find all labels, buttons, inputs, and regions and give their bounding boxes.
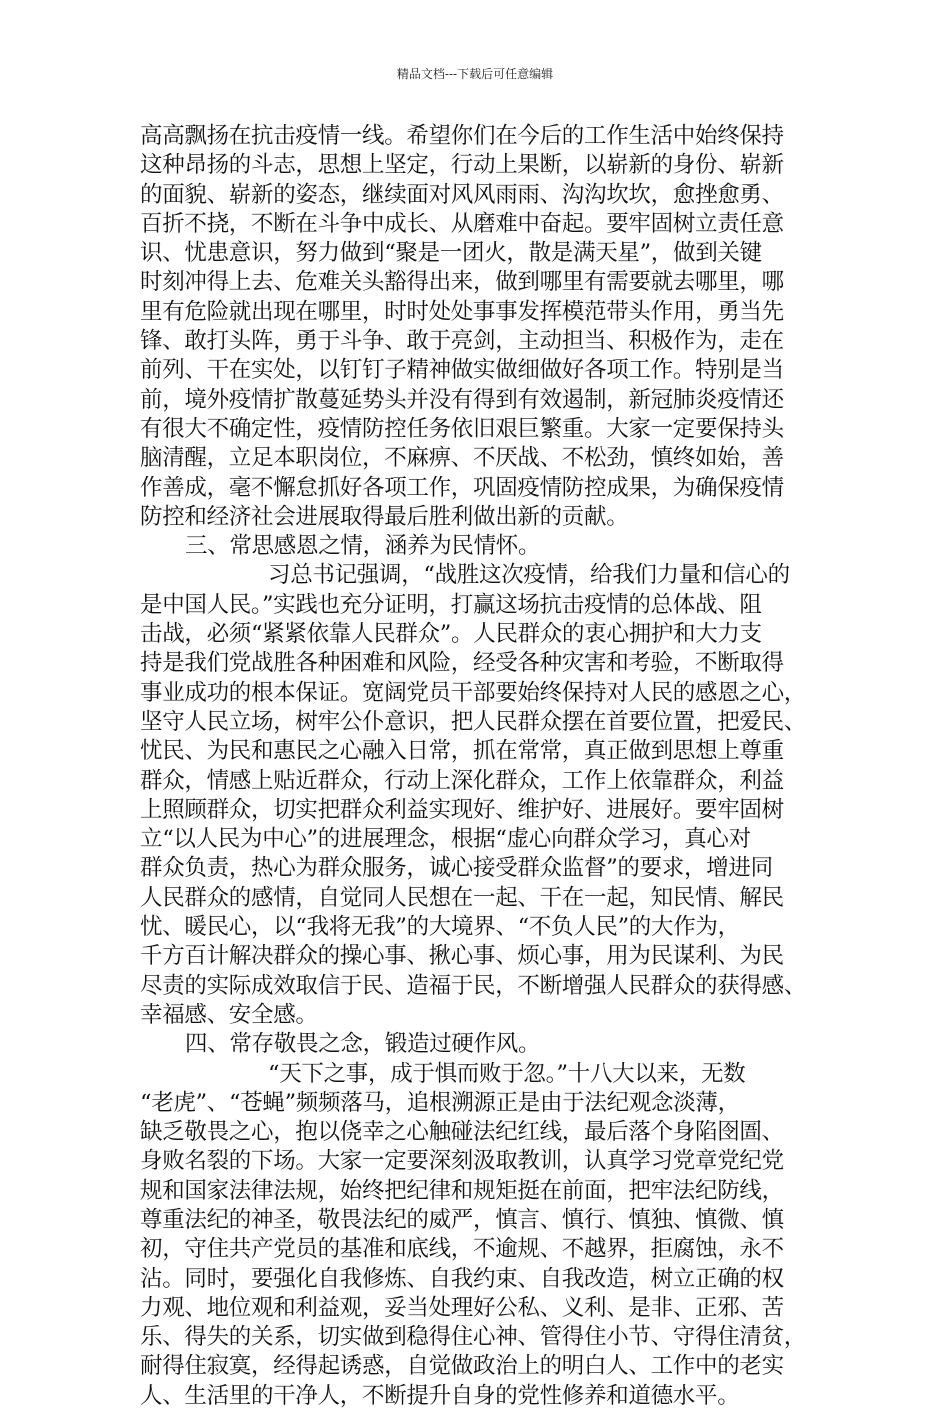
text-line: 前，境外疫情扩散蔓延势头并没有得到有效遏制，新冠肺炎疫情还 xyxy=(140,386,784,413)
text-line: 沾。同时，要强化自我修炼、自我约束、自我改造，树立正确的权 xyxy=(140,1265,784,1292)
text-line: 幸福感、安全感。 xyxy=(140,1001,318,1028)
text-line: 忧民、为民和惠民之心融入日常，抓在常常，真正做到思想上尊重 xyxy=(140,738,784,765)
text-line: “老虎”、“苍蝇”频频落马，追根溯源正是由于法纪观念淡薄， xyxy=(140,1089,740,1116)
text-line: 规和国家法律法规，始终把纪律和规矩挺在前面，把牢法纪防线， xyxy=(140,1177,784,1204)
text-line: 事业成功的根本保证。宽阔党员干部要始终保持对人民的感恩之心， xyxy=(140,679,807,706)
text-line: 尽责的实际成效取信于民、造福于民，不断增强人民群众的获得感、 xyxy=(140,972,807,999)
text-line: 乐、得失的关系，切实做到稳得住心神、管得住小节、守得住清贫， xyxy=(140,1324,807,1351)
text-line: 习总书记强调，“战胜这次疫情，给我们力量和信心的 xyxy=(268,562,790,589)
text-line: 是中国人民。”实践也充分证明，打赢这场抗击疫情的总体战、阻 xyxy=(140,591,762,618)
text-line: 尊重法纪的神圣，敬畏法纪的威严，慎言、慎行、慎独、慎微、慎 xyxy=(140,1206,784,1233)
text-line: 千方百计解决群众的操心事、揪心事、烦心事，用为民谋利、为民 xyxy=(140,943,784,970)
text-line: 立“以人民为中心”的进展理念，根据“虚心向群众学习，真心对 xyxy=(140,826,751,853)
text-line: 脑清醒，立足本职岗位，不麻痹、不厌战、不松劲，慎终如始，善 xyxy=(140,445,784,472)
text-line: 持是我们党战胜各种困难和风险，经受各种灾害和考验，不断取得 xyxy=(140,650,784,677)
page-header: 精品文档---下载后可任意编辑 xyxy=(396,67,554,81)
text-line: 坚守人民立场，树牢公仆意识，把人民群众摆在首要位置，把爱民、 xyxy=(140,708,807,735)
text-line: 的面貌、崭新的姿态，继续面对风风雨雨、沟沟坎坎，愈挫愈勇、 xyxy=(140,181,784,208)
text-line: 锋、敢打头阵，勇于斗争、敢于亮剑，主动担当、积极作为，走在 xyxy=(140,328,784,355)
text-line: 群众，情感上贴近群众，行动上深化群众，工作上依靠群众，利益 xyxy=(140,767,784,794)
text-line: 身败名裂的下场。大家一定要深刻汲取教训，认真学习党章党纪党 xyxy=(140,1148,784,1175)
text-line: 识、忧患意识，努力做到“聚是一团火，散是满天星”，做到关键 xyxy=(140,240,762,267)
text-line: 三、常思感恩之情，涵养为民情怀。 xyxy=(185,533,541,560)
text-line: 上照顾群众，切实把群众利益实现好、维护好、进展好。要牢固树 xyxy=(140,796,784,823)
text-line: 百折不挠，不断在斗争中成长、从磨难中奋起。要牢固树立责任意 xyxy=(140,210,784,237)
text-line: 缺乏敬畏之心，抱以侥幸之心触碰法纪红线，最后落个身陷囹圄、 xyxy=(140,1119,784,1146)
text-line: 群众负责，热心为群众服务，诚心接受群众监督”的要求，增进同 xyxy=(140,855,773,882)
document-body xyxy=(140,122,830,1411)
text-line: 高高飘扬在抗击疫情一线。希望你们在今后的工作生活中始终保持 xyxy=(140,123,784,149)
text-line: 作善成，毫不懈怠抓好各项工作，巩固疫情防控成果，为确保疫情 xyxy=(140,474,784,501)
text-line: 防控和经济社会进展取得最后胜利做出新的贡献。 xyxy=(140,503,629,530)
text-line: “天下之事，成于惧而败于忽。”十八大以来，无数 xyxy=(268,1060,746,1087)
text-line: 前列、干在实处，以钉钉子精神做实做细做好各项工作。特别是当 xyxy=(140,357,784,384)
text-line: 击战，必须“紧紧依靠人民群众”。人民群众的衷心拥护和大力支 xyxy=(140,621,762,648)
text-line: 初，守住共产党员的基准和底线，不逾规、不越界，拒腐蚀，永不 xyxy=(140,1236,784,1263)
text-line: 四、常存敬畏之念，锻造过硬作风。 xyxy=(185,1031,541,1058)
text-line: 力观、地位观和利益观，妥当处理好公私、义利、是非、正邪、苦 xyxy=(140,1294,784,1321)
text-line: 忧、暖民心，以“我将无我”的大境界、“不负人民”的大作为， xyxy=(140,914,740,941)
text-line: 里有危险就出现在哪里，时时处处事事发挥模范带头作用，勇当先 xyxy=(140,298,784,325)
text-line: 人民群众的感情，自觉同人民想在一起、干在一起，知民情、解民 xyxy=(140,884,784,911)
text-line: 时刻冲得上去、危难关头豁得出来，做到哪里有需要就去哪里，哪 xyxy=(140,269,784,296)
text-line: 有很大不确定性，疫情防控任务依旧艰巨繁重。大家一定要保持头 xyxy=(140,415,784,442)
text-line: 这种昂扬的斗志，思想上坚定，行动上果断，以崭新的身份、崭新 xyxy=(140,152,784,179)
text-line: 耐得住寂寞，经得起诱惑，自觉做政治上的明白人、工作中的老实 xyxy=(140,1353,784,1380)
text-line: 人、生活里的干净人，不断提升自身的党性修养和道德水平。 xyxy=(140,1382,740,1409)
